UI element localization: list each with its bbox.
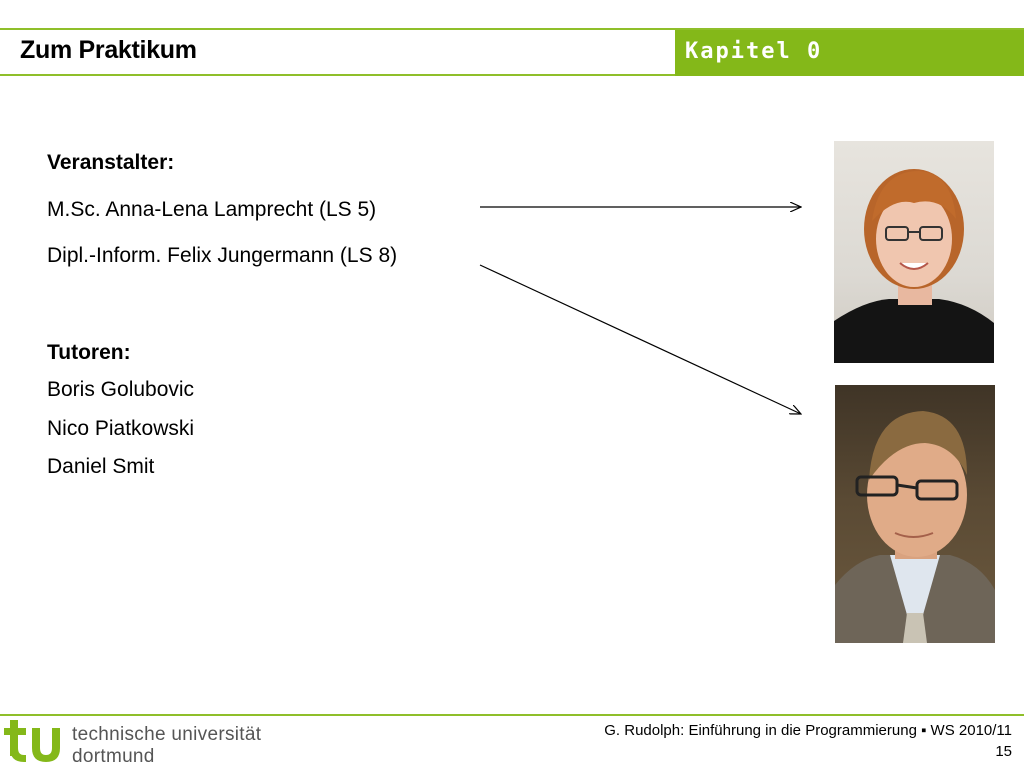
- tutor-2: Nico Piatkowski: [47, 417, 195, 440]
- tutor-1: Boris Golubovic: [47, 378, 195, 401]
- tu-logo: [4, 718, 64, 766]
- organizers-heading: Veranstalter:: [47, 151, 175, 174]
- footer-rule: [0, 714, 1024, 716]
- photo-organizer-2: [835, 385, 995, 643]
- page-number: 15: [995, 743, 1012, 760]
- university-name-line-1: technische universität: [72, 724, 262, 745]
- organizer-2: Dipl.-Inform. Felix Jungermann (LS 8): [47, 244, 398, 267]
- chapter-label: Kapitel 0: [685, 39, 823, 64]
- organizer-1: M.Sc. Anna-Lena Lamprecht (LS 5): [47, 198, 377, 221]
- photo-organizer-1: [834, 141, 994, 363]
- tutors-heading: Tutoren:: [47, 341, 131, 364]
- slide-title: Zum Praktikum: [20, 36, 197, 64]
- university-name-line-2: dortmund: [72, 746, 155, 767]
- footer-credit: G. Rudolph: Einführung in die Programmierung ▪ WS 2010/11: [604, 722, 1012, 739]
- tutor-3: Daniel Smit: [47, 455, 155, 478]
- university-name: [72, 724, 261, 768]
- arrow-organizer-2: [480, 265, 801, 414]
